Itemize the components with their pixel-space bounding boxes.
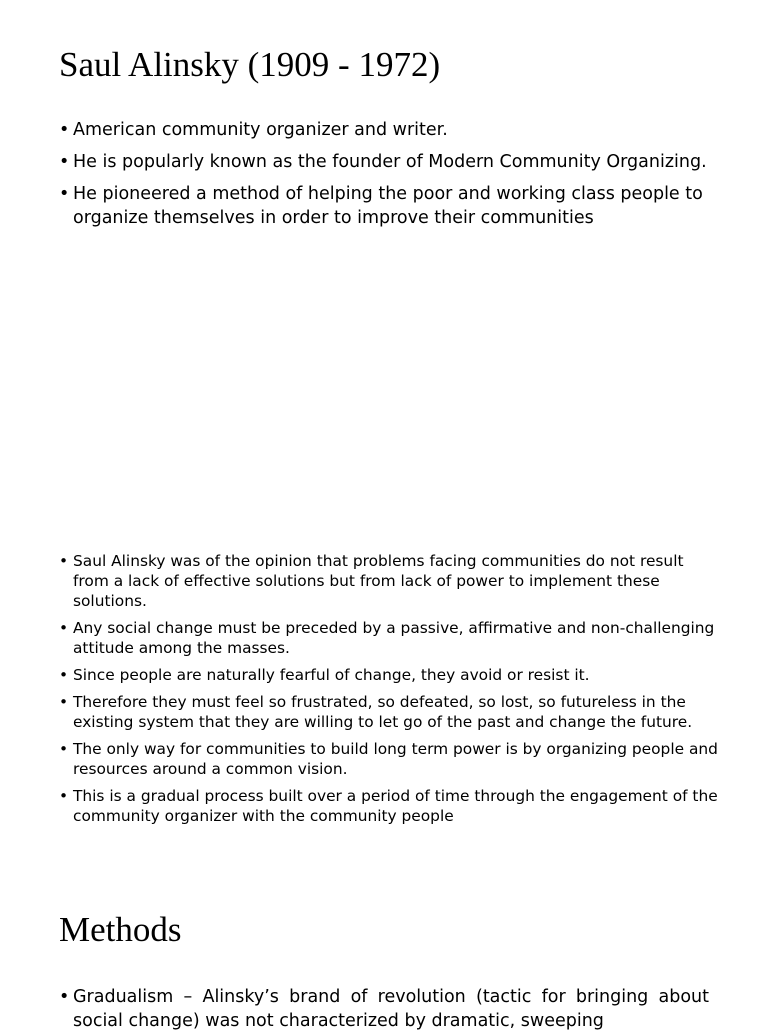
bullet-item: • Any social change must be preceded by a passive, affirmative and non-challenging attitude among the masses. <box>59 618 719 658</box>
bullet-item: • He is popularly known as the founder of Modern Community Organizing. <box>59 150 719 174</box>
bullet-list <box>59 551 719 833</box>
bullet-item: • American community organizer and writer. <box>59 118 719 142</box>
bullet-item: • The only way for communities to build long term power is by organizing people and resources around a common vision. <box>59 739 719 779</box>
bullet-item: • Gradualism – Alinsky’s brand of revolution (tactic for bringing about social change) was not characterized by dramatic, sweeping <box>59 985 709 1033</box>
bullet-item: • Since people are naturally fearful of change, they avoid or resist it. <box>59 665 719 685</box>
slide-title: Saul Alinsky (1909 - 1972) <box>59 45 441 84</box>
bullet-list <box>59 985 709 1033</box>
bullet-list <box>59 118 719 238</box>
bullet-item: • This is a gradual process built over a period of time through the engagement of the community organizer with the community people <box>59 786 719 826</box>
bullet-item: • Saul Alinsky was of the opinion that problems facing communities do not result from a lack of effective solutions but from lack of power to implement these solutions. <box>59 551 719 611</box>
slide-title: Methods <box>59 910 182 949</box>
bullet-item: • Therefore they must feel so frustrated, so defeated, so lost, so futureless in the existing system that they are willing to let go of the past and change the future. <box>59 692 719 732</box>
bullet-item: • He pioneered a method of helping the poor and working class people to organize themselves in order to improve their communities <box>59 182 719 230</box>
